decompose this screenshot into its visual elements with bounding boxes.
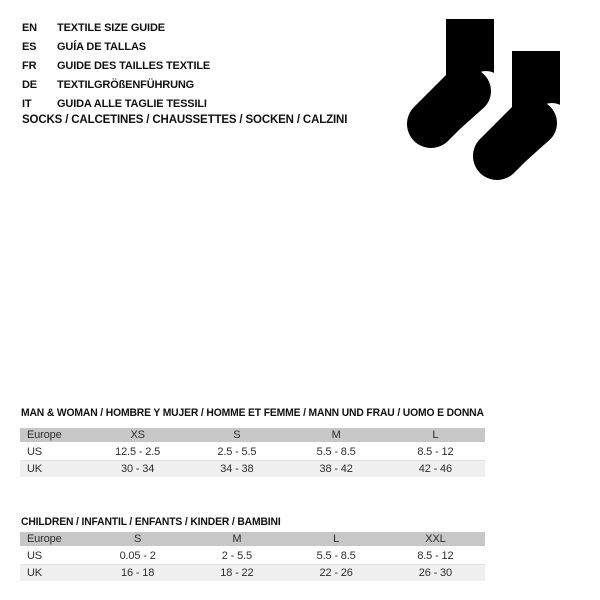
size-cell: 8.5 - 12 — [417, 445, 454, 458]
row-label-cell: UK — [27, 566, 42, 579]
header-cell-size: XS — [88, 428, 187, 443]
language-code: ES — [22, 41, 37, 53]
sock-left-icon — [431, 19, 505, 124]
size-cell: 42 - 46 — [418, 462, 452, 475]
sock-right-icon — [497, 51, 571, 156]
size-cell: 2.5 - 5.5 — [217, 445, 257, 458]
row-label-cell: US — [27, 549, 42, 562]
header-cell-size: XXL — [386, 532, 485, 547]
children-table-title: CHILDREN / INFANTIL / ENFANTS / KINDER / BAMBINI — [21, 516, 281, 528]
language-row-de — [22, 74, 210, 93]
header-cell-size: L — [386, 428, 485, 443]
size-cell: 12.5 - 2.5 — [115, 445, 161, 458]
size-cell: 5.5 - 8.5 — [316, 445, 356, 458]
language-row-en — [22, 17, 210, 36]
table-row-uk — [20, 460, 485, 477]
language-label: GUÍA DE TALLAS — [57, 41, 146, 53]
children-size-table — [20, 532, 485, 581]
size-cell: 34 - 38 — [220, 462, 254, 475]
header-cell-size: M — [287, 428, 386, 443]
row-label-cell: US — [27, 445, 42, 458]
children-header-row — [20, 532, 485, 547]
size-cell: 8.5 - 12 — [417, 549, 454, 562]
language-row-es — [22, 36, 210, 55]
header-cell-size: L — [287, 532, 386, 547]
language-list — [22, 17, 210, 112]
language-row-it — [22, 93, 210, 112]
header-cell-size: M — [187, 532, 286, 547]
header-cell-region: Europe — [20, 428, 88, 443]
header-cell-size: S — [187, 428, 286, 443]
header-cell-size: S — [88, 532, 187, 547]
adults-size-table — [20, 428, 485, 477]
language-label: TEXTILE SIZE GUIDE — [57, 22, 165, 34]
language-label: GUIDA ALLE TAGLIE TESSILI — [57, 98, 207, 110]
size-cell: 22 - 26 — [319, 566, 353, 579]
table-row-us — [20, 547, 485, 564]
language-code: EN — [22, 22, 37, 34]
adults-header-row — [20, 428, 485, 443]
socks-icon — [400, 12, 590, 185]
size-cell: 18 - 22 — [220, 566, 254, 579]
language-code: DE — [22, 79, 37, 91]
row-label-cell: UK — [27, 462, 42, 475]
size-cell: 16 - 18 — [121, 566, 155, 579]
table-row-uk — [20, 564, 485, 581]
size-cell: 0.05 - 2 — [119, 549, 156, 562]
size-cell: 30 - 34 — [121, 462, 155, 475]
table-row-us — [20, 443, 485, 460]
size-cell: 5.5 - 8.5 — [316, 549, 356, 562]
language-code: IT — [22, 98, 32, 110]
header-cell-region: Europe — [20, 532, 88, 547]
language-row-fr — [22, 55, 210, 74]
adults-table-title: MAN & WOMAN / HOMBRE Y MUJER / HOMME ET FEMME / MANN UND FRAU / UOMO E DONNA — [21, 407, 484, 419]
language-label: GUIDE DES TAILLES TEXTILE — [57, 60, 211, 72]
size-cell: 26 - 30 — [418, 566, 452, 579]
language-code: FR — [22, 60, 37, 72]
size-cell: 38 - 42 — [319, 462, 353, 475]
size-cell: 2 - 5.5 — [221, 549, 252, 562]
category-line: SOCKS / CALCETINES / CHAUSSETTES / SOCKEN / CALZINI — [22, 114, 348, 126]
language-label: TEXTILGRÖßENFÜHRUNG — [57, 79, 195, 91]
